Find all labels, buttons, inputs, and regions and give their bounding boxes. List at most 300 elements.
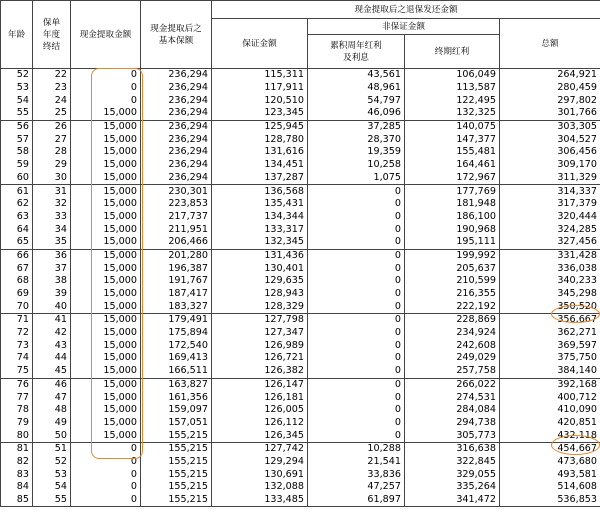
age-cell: 80: [1, 429, 33, 442]
reversionary-bonus-cell: 0: [308, 429, 405, 442]
total-cell: 454,667: [500, 442, 600, 455]
basic-sum-cell: 169,413: [141, 352, 212, 365]
terminal-bonus-cell: 147,377: [405, 133, 500, 146]
guaranteed-cell: 126,989: [212, 339, 308, 352]
total-cell: 331,428: [500, 249, 600, 262]
basic-sum-cell: 155,215: [141, 481, 212, 494]
total-cell: 356,667: [500, 314, 600, 327]
policy-year-cell: 33: [33, 211, 71, 224]
header-terminal-bonus: 终期红利: [405, 35, 500, 69]
total-cell: 473,680: [500, 456, 600, 469]
guaranteed-cell: 129,635: [212, 275, 308, 288]
policy-year-cell: 53: [33, 468, 71, 481]
table-row: [1, 442, 600, 455]
reversionary-bonus-cell: 0: [308, 198, 405, 211]
reversionary-bonus-cell: 0: [308, 391, 405, 404]
policy-year-cell: 32: [33, 198, 71, 211]
cash-withdrawal-cell: 15,000: [71, 198, 141, 211]
basic-sum-cell: 161,356: [141, 391, 212, 404]
reversionary-bonus-cell: 19,359: [308, 146, 405, 159]
policy-year-cell: 29: [33, 159, 71, 172]
policy-year-cell: 40: [33, 300, 71, 313]
reversionary-bonus-cell: 1,075: [308, 172, 405, 185]
cash-withdrawal-cell: 0: [71, 69, 141, 82]
basic-sum-cell: 217,737: [141, 211, 212, 224]
reversionary-bonus-cell: 61,897: [308, 494, 405, 507]
header-age: 年龄: [1, 1, 33, 69]
terminal-bonus-cell: 177,769: [405, 185, 500, 198]
basic-sum-cell: 155,215: [141, 468, 212, 481]
table-row: [1, 236, 600, 249]
guaranteed-cell: 126,112: [212, 417, 308, 430]
table-row: [1, 314, 600, 327]
age-cell: 56: [1, 120, 33, 133]
age-cell: 63: [1, 211, 33, 224]
cash-withdrawal-cell: 15,000: [71, 275, 141, 288]
policy-year-cell: 46: [33, 378, 71, 391]
age-cell: 62: [1, 198, 33, 211]
total-cell: 309,170: [500, 159, 600, 172]
basic-sum-cell: 236,294: [141, 172, 212, 185]
guaranteed-cell: 117,911: [212, 82, 308, 95]
age-cell: 81: [1, 442, 33, 455]
policy-year-cell: 49: [33, 417, 71, 430]
table-header: [1, 1, 600, 69]
cash-withdrawal-cell: 15,000: [71, 378, 141, 391]
total-cell: 350,520: [500, 300, 600, 313]
cash-withdrawal-cell: 15,000: [71, 327, 141, 340]
table-row: [1, 120, 600, 133]
cash-withdrawal-cell: 15,000: [71, 133, 141, 146]
table-row: [1, 211, 600, 224]
total-cell: 362,271: [500, 327, 600, 340]
basic-sum-cell: 191,767: [141, 275, 212, 288]
age-cell: 55: [1, 107, 33, 120]
total-cell: 280,459: [500, 82, 600, 95]
guaranteed-cell: 128,329: [212, 300, 308, 313]
terminal-bonus-cell: 335,264: [405, 481, 500, 494]
total-cell: 297,802: [500, 94, 600, 107]
policy-year-cell: 25: [33, 107, 71, 120]
table-body: [1, 69, 600, 507]
age-cell: 84: [1, 481, 33, 494]
total-cell: 514,608: [500, 481, 600, 494]
guaranteed-cell: 128,943: [212, 288, 308, 301]
basic-sum-cell: 236,294: [141, 120, 212, 133]
reversionary-bonus-cell: 48,961: [308, 82, 405, 95]
guaranteed-cell: 126,181: [212, 391, 308, 404]
terminal-bonus-cell: 284,084: [405, 404, 500, 417]
policy-year-cell: 39: [33, 288, 71, 301]
age-cell: 60: [1, 172, 33, 185]
reversionary-bonus-cell: 0: [308, 327, 405, 340]
reversionary-bonus-cell: 46,096: [308, 107, 405, 120]
basic-sum-cell: 223,853: [141, 198, 212, 211]
total-cell: 317,379: [500, 198, 600, 211]
guaranteed-cell: 120,510: [212, 94, 308, 107]
cash-withdrawal-cell: 0: [71, 442, 141, 455]
table-row: [1, 456, 600, 469]
policy-year-cell: 22: [33, 69, 71, 82]
policy-year-cell: 47: [33, 391, 71, 404]
table-row: [1, 69, 600, 82]
reversionary-bonus-cell: 0: [308, 275, 405, 288]
policy-year-cell: 52: [33, 456, 71, 469]
table-row: [1, 365, 600, 378]
table-row: [1, 468, 600, 481]
policy-year-cell: 36: [33, 249, 71, 262]
cash-withdrawal-cell: 0: [71, 456, 141, 469]
table-row: [1, 429, 600, 442]
reversionary-bonus-cell: 0: [308, 211, 405, 224]
cash-withdrawal-cell: 15,000: [71, 300, 141, 313]
age-cell: 53: [1, 82, 33, 95]
age-cell: 69: [1, 288, 33, 301]
table-row: [1, 417, 600, 430]
basic-sum-cell: 163,827: [141, 378, 212, 391]
guaranteed-cell: 131,436: [212, 249, 308, 262]
basic-sum-cell: 236,294: [141, 82, 212, 95]
total-cell: 320,444: [500, 211, 600, 224]
terminal-bonus-cell: 172,967: [405, 172, 500, 185]
total-cell: 392,168: [500, 378, 600, 391]
terminal-bonus-cell: 195,111: [405, 236, 500, 249]
cash-withdrawal-cell: 15,000: [71, 417, 141, 430]
terminal-bonus-cell: 216,355: [405, 288, 500, 301]
reversionary-bonus-cell: 21,541: [308, 456, 405, 469]
basic-sum-cell: 187,417: [141, 288, 212, 301]
policy-year-cell: 30: [33, 172, 71, 185]
total-cell: 306,456: [500, 146, 600, 159]
reversionary-bonus-cell: 0: [308, 314, 405, 327]
age-cell: 71: [1, 314, 33, 327]
reversionary-bonus-cell: 0: [308, 236, 405, 249]
reversionary-bonus-cell: 0: [308, 185, 405, 198]
age-cell: 70: [1, 300, 33, 313]
age-cell: 85: [1, 494, 33, 507]
reversionary-bonus-cell: 0: [308, 352, 405, 365]
age-cell: 68: [1, 275, 33, 288]
total-cell: 384,140: [500, 365, 600, 378]
basic-sum-cell: 155,215: [141, 456, 212, 469]
age-cell: 52: [1, 69, 33, 82]
cash-withdrawal-cell: 15,000: [71, 120, 141, 133]
cash-withdrawal-cell: 0: [71, 82, 141, 95]
age-cell: 74: [1, 352, 33, 365]
guaranteed-cell: 136,568: [212, 185, 308, 198]
total-cell: 340,233: [500, 275, 600, 288]
cash-withdrawal-cell: 0: [71, 94, 141, 107]
policy-year-cell: 54: [33, 481, 71, 494]
cash-withdrawal-cell: 0: [71, 468, 141, 481]
terminal-bonus-cell: 190,968: [405, 223, 500, 236]
basic-sum-cell: 236,294: [141, 107, 212, 120]
basic-sum-cell: 183,327: [141, 300, 212, 313]
cash-withdrawal-cell: 15,000: [71, 365, 141, 378]
header-guaranteed: 保证金额: [212, 19, 308, 69]
table-row: [1, 300, 600, 313]
guaranteed-cell: 137,287: [212, 172, 308, 185]
table-row: [1, 339, 600, 352]
guaranteed-cell: 130,691: [212, 468, 308, 481]
reversionary-bonus-cell: 0: [308, 339, 405, 352]
reversionary-bonus-cell: 28,370: [308, 133, 405, 146]
basic-sum-cell: 175,894: [141, 327, 212, 340]
terminal-bonus-cell: 186,100: [405, 211, 500, 224]
reversionary-bonus-cell: 37,285: [308, 120, 405, 133]
cash-withdrawal-cell: 0: [71, 481, 141, 494]
policy-year-cell: 38: [33, 275, 71, 288]
basic-sum-cell: 159,097: [141, 404, 212, 417]
basic-sum-cell: 236,294: [141, 94, 212, 107]
table-row: [1, 133, 600, 146]
policy-year-cell: 41: [33, 314, 71, 327]
guaranteed-cell: 126,147: [212, 378, 308, 391]
cash-withdrawal-cell: 15,000: [71, 107, 141, 120]
policy-year-cell: 26: [33, 120, 71, 133]
age-cell: 79: [1, 417, 33, 430]
reversionary-bonus-cell: 10,258: [308, 159, 405, 172]
terminal-bonus-cell: 329,055: [405, 468, 500, 481]
total-cell: 324,285: [500, 223, 600, 236]
terminal-bonus-cell: 113,587: [405, 82, 500, 95]
guaranteed-cell: 130,401: [212, 262, 308, 275]
terminal-bonus-cell: 132,325: [405, 107, 500, 120]
basic-sum-cell: 166,511: [141, 365, 212, 378]
cash-withdrawal-cell: 15,000: [71, 223, 141, 236]
cash-withdrawal-cell: 15,000: [71, 236, 141, 249]
basic-sum-cell: 236,294: [141, 69, 212, 82]
total-cell: 410,090: [500, 404, 600, 417]
table-row: [1, 288, 600, 301]
policy-year-cell: 24: [33, 94, 71, 107]
terminal-bonus-cell: 164,461: [405, 159, 500, 172]
policy-year-cell: 37: [33, 262, 71, 275]
guaranteed-cell: 128,780: [212, 133, 308, 146]
cash-withdrawal-cell: 15,000: [71, 339, 141, 352]
age-cell: 61: [1, 185, 33, 198]
age-cell: 58: [1, 146, 33, 159]
policy-year-cell: 44: [33, 352, 71, 365]
total-cell: 303,305: [500, 120, 600, 133]
table-row: [1, 107, 600, 120]
cash-withdrawal-cell: 15,000: [71, 159, 141, 172]
basic-sum-cell: 236,294: [141, 146, 212, 159]
guaranteed-cell: 133,317: [212, 223, 308, 236]
header-non-guaranteed: 非保证金额: [308, 19, 500, 35]
guaranteed-cell: 134,344: [212, 211, 308, 224]
reversionary-bonus-cell: 43,561: [308, 69, 405, 82]
age-cell: 72: [1, 327, 33, 340]
cash-withdrawal-cell: 15,000: [71, 429, 141, 442]
basic-sum-cell: 172,540: [141, 339, 212, 352]
table-row: [1, 172, 600, 185]
policy-year-cell: 23: [33, 82, 71, 95]
table-row: [1, 262, 600, 275]
terminal-bonus-cell: 305,773: [405, 429, 500, 442]
table-row: [1, 494, 600, 507]
age-cell: 82: [1, 456, 33, 469]
header-basic-sum: 现金提取后之 基本保额: [141, 1, 212, 69]
cash-withdrawal-cell: 15,000: [71, 352, 141, 365]
cash-withdrawal-cell: 15,000: [71, 211, 141, 224]
age-cell: 57: [1, 133, 33, 146]
basic-sum-cell: 230,301: [141, 185, 212, 198]
policy-year-cell: 45: [33, 365, 71, 378]
age-cell: 59: [1, 159, 33, 172]
policy-year-cell: 42: [33, 327, 71, 340]
guaranteed-cell: 125,945: [212, 120, 308, 133]
guaranteed-cell: 127,798: [212, 314, 308, 327]
terminal-bonus-cell: 322,845: [405, 456, 500, 469]
total-cell: 304,527: [500, 133, 600, 146]
age-cell: 54: [1, 94, 33, 107]
guaranteed-cell: 126,721: [212, 352, 308, 365]
total-cell: 327,456: [500, 236, 600, 249]
guaranteed-cell: 127,742: [212, 442, 308, 455]
terminal-bonus-cell: 249,029: [405, 352, 500, 365]
terminal-bonus-cell: 316,638: [405, 442, 500, 455]
total-cell: 420,851: [500, 417, 600, 430]
table-row: [1, 404, 600, 417]
cash-withdrawal-cell: 15,000: [71, 288, 141, 301]
cash-withdrawal-cell: 15,000: [71, 262, 141, 275]
reversionary-bonus-cell: 10,288: [308, 442, 405, 455]
policy-year-cell: 48: [33, 404, 71, 417]
policy-year-cell: 55: [33, 494, 71, 507]
guaranteed-cell: 132,345: [212, 236, 308, 249]
age-cell: 64: [1, 223, 33, 236]
header-refund-group: 现金提取后之退保发还金额: [212, 1, 600, 19]
basic-sum-cell: 155,215: [141, 429, 212, 442]
total-cell: 493,581: [500, 468, 600, 481]
cash-withdrawal-cell: 0: [71, 494, 141, 507]
cash-withdrawal-cell: 15,000: [71, 172, 141, 185]
cash-withdrawal-cell: 15,000: [71, 314, 141, 327]
basic-sum-cell: 236,294: [141, 133, 212, 146]
reversionary-bonus-cell: 0: [308, 404, 405, 417]
age-cell: 65: [1, 236, 33, 249]
reversionary-bonus-cell: 47,257: [308, 481, 405, 494]
terminal-bonus-cell: 199,992: [405, 249, 500, 262]
guaranteed-cell: 115,311: [212, 69, 308, 82]
reversionary-bonus-cell: 0: [308, 417, 405, 430]
policy-year-cell: 28: [33, 146, 71, 159]
basic-sum-cell: 179,491: [141, 314, 212, 327]
guaranteed-cell: 129,294: [212, 456, 308, 469]
policy-year-cell: 35: [33, 236, 71, 249]
policy-year-cell: 31: [33, 185, 71, 198]
total-cell: 369,597: [500, 339, 600, 352]
reversionary-bonus-cell: 0: [308, 300, 405, 313]
terminal-bonus-cell: 222,192: [405, 300, 500, 313]
table-row: [1, 223, 600, 236]
reversionary-bonus-cell: 0: [308, 365, 405, 378]
table-row: [1, 327, 600, 340]
terminal-bonus-cell: 210,599: [405, 275, 500, 288]
cash-withdrawal-cell: 15,000: [71, 146, 141, 159]
terminal-bonus-cell: 155,481: [405, 146, 500, 159]
basic-sum-cell: 157,051: [141, 417, 212, 430]
header-total: 总额: [500, 19, 600, 69]
table-row: [1, 481, 600, 494]
table-row: [1, 159, 600, 172]
total-cell: 345,298: [500, 288, 600, 301]
policy-year-cell: 51: [33, 442, 71, 455]
policy-year-cell: 50: [33, 429, 71, 442]
header-policy-year: 保单 年度 终结: [33, 1, 71, 69]
guaranteed-cell: 135,431: [212, 198, 308, 211]
total-cell: 336,038: [500, 262, 600, 275]
table-row: [1, 146, 600, 159]
guaranteed-cell: 133,485: [212, 494, 308, 507]
total-cell: 375,750: [500, 352, 600, 365]
age-cell: 73: [1, 339, 33, 352]
guaranteed-cell: 127,347: [212, 327, 308, 340]
table-row: [1, 198, 600, 211]
policy-year-cell: 34: [33, 223, 71, 236]
total-cell: 264,921: [500, 69, 600, 82]
total-cell: 311,329: [500, 172, 600, 185]
policy-year-cell: 43: [33, 339, 71, 352]
guaranteed-cell: 134,451: [212, 159, 308, 172]
cash-withdrawal-cell: 15,000: [71, 249, 141, 262]
table-row: [1, 185, 600, 198]
terminal-bonus-cell: 205,637: [405, 262, 500, 275]
age-cell: 66: [1, 249, 33, 262]
terminal-bonus-cell: 257,758: [405, 365, 500, 378]
table-row: [1, 94, 600, 107]
table-row: [1, 82, 600, 95]
terminal-bonus-cell: 294,738: [405, 417, 500, 430]
header-reversionary-bonus: 累积周年红利 及利息: [308, 35, 405, 69]
basic-sum-cell: 155,215: [141, 494, 212, 507]
terminal-bonus-cell: 181,948: [405, 198, 500, 211]
total-cell: 314,337: [500, 185, 600, 198]
terminal-bonus-cell: 266,022: [405, 378, 500, 391]
age-cell: 77: [1, 391, 33, 404]
terminal-bonus-cell: 274,531: [405, 391, 500, 404]
cash-withdrawal-cell: 15,000: [71, 404, 141, 417]
basic-sum-cell: 206,466: [141, 236, 212, 249]
guaranteed-cell: 132,088: [212, 481, 308, 494]
total-cell: 301,766: [500, 107, 600, 120]
table-row: [1, 391, 600, 404]
basic-sum-cell: 201,280: [141, 249, 212, 262]
guaranteed-cell: 126,382: [212, 365, 308, 378]
table-row: [1, 352, 600, 365]
cash-withdrawal-cell: 15,000: [71, 391, 141, 404]
guaranteed-cell: 126,345: [212, 429, 308, 442]
terminal-bonus-cell: 242,608: [405, 339, 500, 352]
basic-sum-cell: 236,294: [141, 159, 212, 172]
terminal-bonus-cell: 122,495: [405, 94, 500, 107]
cash-withdrawal-cell: 15,000: [71, 185, 141, 198]
table-row: [1, 378, 600, 391]
age-cell: 83: [1, 468, 33, 481]
header-cash-withdrawal: 现金提取金额: [71, 1, 141, 69]
reversionary-bonus-cell: 33,836: [308, 468, 405, 481]
reversionary-bonus-cell: 0: [308, 288, 405, 301]
reversionary-bonus-cell: 0: [308, 223, 405, 236]
policy-year-cell: 27: [33, 133, 71, 146]
terminal-bonus-cell: 341,472: [405, 494, 500, 507]
reversionary-bonus-cell: 54,797: [308, 94, 405, 107]
reversionary-bonus-cell: 0: [308, 378, 405, 391]
age-cell: 75: [1, 365, 33, 378]
terminal-bonus-cell: 234,924: [405, 327, 500, 340]
age-cell: 76: [1, 378, 33, 391]
